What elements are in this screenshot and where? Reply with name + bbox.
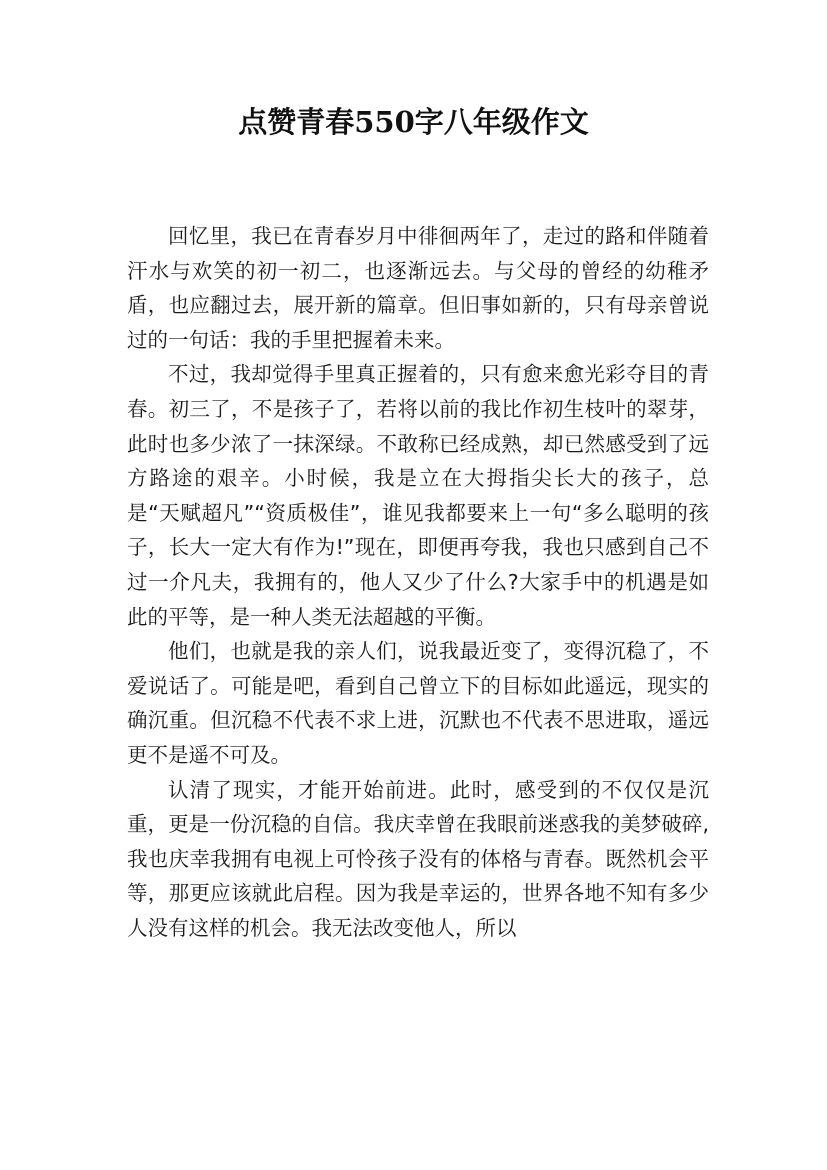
document-body [127,219,709,945]
paragraph-4: 认清了现实，才能开始前进。此时，感受到的不仅仅是沉重，更是一份沉稳的自信。我庆幸曾在我眼前迷惑我的美梦破碎,我也庆幸我拥有电视上可怜孩子没有的体格与青春。既然机会平等，那更应该就此启程。因为我是幸运的，世界各地不知有多少人没有这样的机会。我无法改变他人，所以 [127,777,709,940]
document-title: 点赞青春550字八年级作文 [238,105,589,139]
paragraph-3: 他们，也就是我的亲人们，说我最近变了，变得沉稳了，不爱说话了。可能是吧，看到自己曾立下的目标如此遥远，现实的确沉重。但沉稳不代表不求上进，沉默也不代表不思进取，遥远更不是遥不可及。 [127,639,709,767]
paragraph-1: 回忆里，我已在青春岁月中徘徊两年了，走过的路和伴随着汗水与欢笑的初一初二，也逐渐远去。与父母的曾经的幼稚矛盾，也应翻过去，展开新的篇章。但旧事如新的，只有母亲曾说过的一句话：我的手里把握着未来。 [127,224,709,352]
paragraph-2: 不过，我却觉得手里真正握着的，只有愈来愈光彩夺目的青春。初三了，不是孩子了，若将以前的我比作初生枝叶的翠芽，此时也多少浓了一抹深绿。不敢称已经成熟，却已然感受到了远方路途的艰辛。小时候，我是立在大拇指尖长大的孩子，总是“天赋超凡”“资质极佳”，谁见我都要来上一句“多么聪明的孩子，长大一定大有作为!”现在，即便再夸我，我也只感到自己不过一介凡夫，我拥有的，他人又少了什么?大家手中的机遇是如此的平等，是一种人类无法超越的平衡。 [127,362,709,629]
